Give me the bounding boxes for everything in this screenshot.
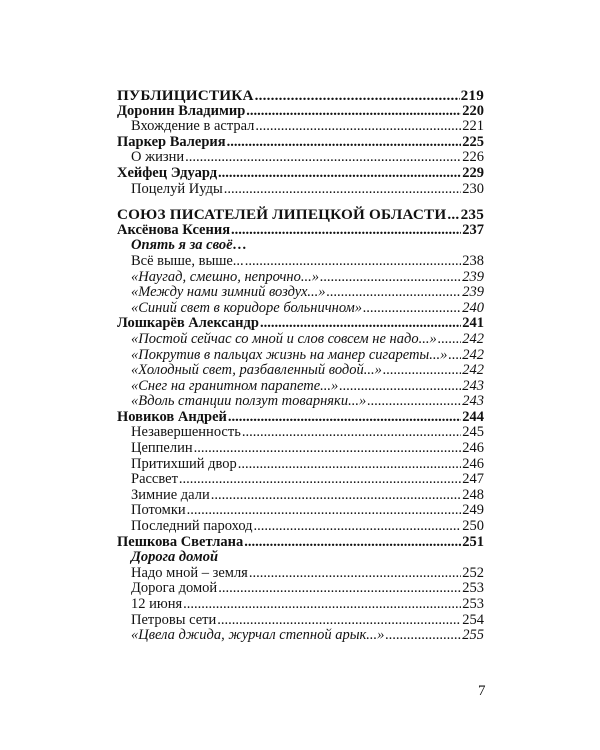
toc-entry-title: Всё выше, выше... (131, 252, 244, 269)
toc-entry-title: «Синий свет в коридоре больничном» (131, 299, 363, 316)
toc-entry-page: 254 (462, 611, 484, 628)
toc-entry-title: «Покрутив в пальцах жизнь на манер сигареты...» (131, 346, 448, 363)
toc-leader-dots (238, 457, 461, 473)
toc-entry-title: Вхождение в астрал (131, 118, 255, 135)
toc-leader-dots (255, 119, 461, 135)
toc-entry-title: Зимние дали (131, 486, 210, 503)
toc-entry (117, 488, 484, 504)
toc-leader-dots (245, 254, 462, 270)
toc-leader-dots (242, 425, 461, 441)
toc-entry (117, 104, 484, 120)
toc-entry-title: «Вдоль станции ползут товарняки...» (131, 393, 367, 410)
toc-entry (117, 270, 484, 286)
toc-entry-title: 12 июня (131, 596, 183, 612)
toc-leader-dots (231, 223, 461, 239)
toc-entry-page: 240 (462, 299, 484, 316)
toc-entry (117, 597, 484, 613)
toc-entry-page: 246 (462, 440, 484, 457)
toc-entry-title: «Наугад, смешно, непрочно...» (131, 268, 319, 285)
toc-entry (117, 550, 484, 566)
toc-entry (117, 119, 484, 135)
toc-entry (117, 223, 484, 239)
toc-entry-page: 235 (460, 206, 484, 224)
toc-entry-title: Последний пароход (131, 518, 253, 535)
toc-entry (117, 441, 484, 457)
toc-entry-page: 238 (462, 252, 484, 269)
toc-entry (117, 316, 484, 332)
toc-leader-dots (246, 104, 461, 120)
toc-entry (117, 182, 484, 198)
toc-leader-dots (363, 301, 461, 317)
toc-entry (117, 166, 484, 182)
toc-entry-page: 230 (462, 180, 484, 197)
toc-entry-title: Поцелуй Иуды (131, 180, 223, 197)
toc-entry (117, 535, 484, 551)
toc-entry-title: Незавершенность (131, 424, 241, 441)
toc-entry-title: Паркер Валерия (117, 133, 226, 150)
toc-entry-page: 248 (462, 486, 484, 503)
toc-entry-page: 255 (462, 627, 484, 644)
page-number: 7 (478, 683, 486, 699)
toc-entry-page: 220 (462, 102, 484, 119)
toc-entry-title: СОЮЗ ПИСАТЕЛЕЙ ЛИПЕЦКОЙ ОБЛАСТИ (117, 206, 447, 224)
toc-entry-page: 241 (462, 315, 484, 332)
toc-leader-dots (194, 441, 462, 457)
toc-entry-page: 242 (462, 362, 484, 379)
toc-entry-page: 252 (462, 564, 484, 581)
toc-leader-dots (179, 472, 461, 488)
toc-entry (117, 238, 484, 254)
toc-leader-dots (218, 581, 461, 597)
toc-entry (117, 410, 484, 426)
toc-entry (117, 519, 484, 535)
toc-entry-page: 242 (462, 330, 484, 347)
toc-leader-dots (438, 332, 462, 348)
toc-entry-page: 237 (462, 221, 484, 238)
toc-entry (117, 628, 484, 644)
toc-entry-page: 219 (460, 87, 484, 104)
toc-leader-dots (185, 150, 461, 166)
toc-entry (117, 566, 484, 582)
toc-entry (117, 348, 484, 364)
toc-leader-dots (218, 166, 461, 182)
toc-entry-page: 251 (462, 533, 484, 550)
toc-entry-page: 221 (462, 118, 484, 135)
toc-entry-title: Пешкова Светлана (117, 533, 244, 550)
toc-entry (117, 135, 484, 151)
toc-entry-page: 239 (462, 284, 484, 301)
toc-entry-page: 239 (462, 268, 484, 285)
toc-entry-title: Лошкарёв Александр (117, 315, 259, 332)
toc-entry (117, 503, 484, 519)
toc-leader-dots (320, 270, 461, 286)
toc-entry-title: Цеппелин (131, 440, 193, 457)
toc-entry-title: Аксёнова Ксения (117, 221, 231, 238)
toc-entry (117, 363, 484, 379)
toc-leader-dots (447, 207, 459, 223)
toc-entry-title: Рассвет (131, 471, 178, 488)
toc-entry-title: Притихший двор (131, 455, 237, 472)
toc-entry (117, 254, 484, 270)
toc-entry-page: 250 (462, 518, 484, 535)
toc-entry (117, 88, 484, 104)
toc-leader-dots (244, 535, 461, 551)
toc-leader-dots (383, 363, 461, 379)
toc-leader-dots (187, 503, 462, 519)
toc-leader-dots (327, 285, 462, 301)
toc-leader-dots (339, 379, 461, 395)
toc-entry-title: «Между нами зимний воздух...» (131, 284, 326, 301)
toc-entry-title: Потомки (131, 502, 186, 519)
toc-entry (117, 332, 484, 348)
toc-entry (117, 425, 484, 441)
toc-leader-dots (249, 566, 461, 582)
toc-leader-dots (367, 394, 461, 410)
toc-entry-page: 247 (462, 471, 484, 488)
toc-entry-title: Доронин Владимир (117, 102, 246, 119)
toc-entry-title: Опять я за своё… (131, 237, 248, 254)
toc-entry-title: «Цвела джида, журчал степной арык...» (131, 627, 385, 644)
toc-entry-page: 242 (462, 346, 484, 363)
table-of-contents (117, 88, 484, 644)
toc-entry-title: О жизни (131, 149, 185, 166)
toc-leader-dots (227, 135, 462, 151)
toc-entry-page: 253 (462, 596, 484, 612)
toc-entry (117, 285, 484, 301)
toc-entry-title: Новиков Андрей (117, 408, 227, 425)
toc-leader-dots (260, 316, 461, 332)
toc-entry-page: 226 (462, 149, 484, 166)
toc-leader-dots (254, 519, 462, 535)
toc-entry-page: 246 (462, 455, 484, 472)
toc-entry (117, 150, 484, 166)
toc-leader-dots (183, 597, 461, 613)
toc-entry-page: 253 (462, 580, 484, 597)
toc-entry-title: Хейфец Эдуард (117, 164, 218, 181)
toc-entry-title: «Постой сейчас со мной и слов совсем не надо...» (131, 330, 437, 347)
toc-entry-title: Дорога домой (131, 549, 219, 566)
toc-entry (117, 379, 484, 395)
toc-leader-dots (217, 613, 461, 629)
toc-entry-page: 243 (462, 377, 484, 394)
toc-leader-dots (255, 88, 460, 104)
toc-entry-page: 245 (462, 424, 484, 441)
toc-leader-dots (228, 410, 461, 426)
toc-entry (117, 457, 484, 473)
toc-entry-title: Дорога домой (131, 580, 218, 597)
toc-entry-title: «Холодный свет, разбавленный водой...» (131, 362, 382, 379)
toc-leader-dots (211, 488, 462, 504)
toc-entry-title: Надо мной – земля (131, 564, 248, 581)
toc-entry (117, 472, 484, 488)
toc-entry (117, 207, 484, 223)
toc-leader-dots (385, 628, 461, 644)
toc-entry-title: Петровы сети (131, 611, 217, 628)
toc-leader-dots (224, 182, 462, 198)
toc-entry (117, 613, 484, 629)
toc-entry-title: «Снег на гранитном парапете...» (131, 377, 339, 394)
toc-leader-dots (448, 348, 461, 364)
toc-entry-page: 229 (462, 164, 484, 181)
toc-entry (117, 301, 484, 317)
toc-entry-title: ПУБЛИЦИСТИКА (117, 87, 254, 104)
toc-entry-page: 243 (462, 393, 484, 410)
toc-entry-page: 244 (462, 408, 484, 425)
toc-entry (117, 581, 484, 597)
toc-entry-page: 249 (462, 502, 484, 519)
toc-entry (117, 394, 484, 410)
toc-entry-page: 225 (462, 133, 484, 150)
